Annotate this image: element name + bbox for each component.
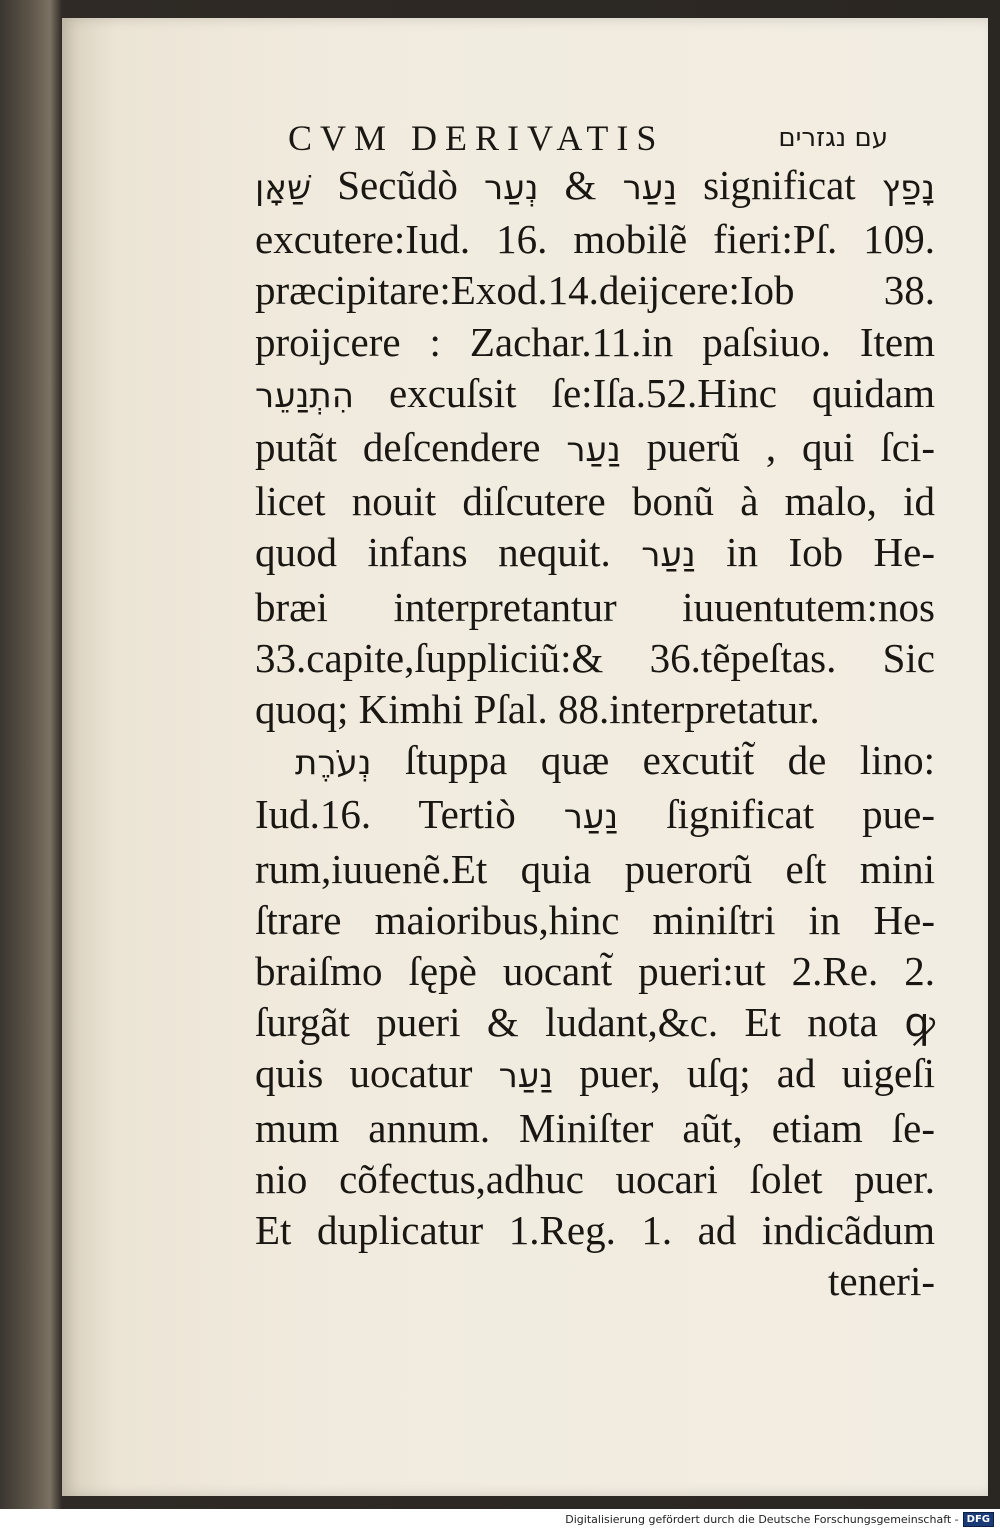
text-line: licet nouit diſcutere bonũ à malo, id [255,478,935,525]
text-line: quoq; Kimhi Pſal. 88.interpretatur. [255,686,820,733]
catchword: teneri‑ [828,1258,935,1305]
footer-text: Digitalisierung gefördert durch die Deutsche Forschungsgemeinschaft - [565,1512,959,1526]
text-line: nio cõfectus,adhuc uocari ſolet puer. [255,1155,935,1202]
dfg-logo: DFG [963,1512,994,1527]
footer-bar [0,1509,1000,1529]
text-line: ſurgãt pueri & ludant,&c. Et nota ꝙ [255,999,935,1046]
running-title: CVM DERIVATIS [288,118,665,158]
text-line: rum,iuuenẽ.Et quia puerorũ eſt mini [255,845,935,892]
text-line: ſtrare maioribus,hinc miniſtri in He‑ [255,896,935,943]
text-line: הִתְנַעֵר excuſsit ſe:Iſa.52.Hinc quidam [255,369,935,416]
running-header [288,118,888,158]
text-line: נְעֹרֶת ſtuppa quæ excutit̃ de lino: [295,737,935,784]
text-line: proĳcere : Zachar.11.in paſsiuo. Item [255,318,935,365]
text-line: præcipitare:Exod.14.deĳcere:Iob 38. [255,267,935,314]
text-line: bræi interpretantur iuuentutem:nos [255,583,935,630]
text-line: excutere:Iud. 16. mobilẽ fieri:Pſ. 109. [255,216,935,263]
text-line: שַׁאָן Secũdò נַעַר & נְעַר significat נָפַץ [255,162,935,208]
text-line: braiſmo ſępè uocant̃ pueri:ut 2.Re. 2. [255,948,935,995]
text-line: putãt deſcendere נַעַר puerũ , qui ſci‑ [255,424,935,471]
text-line: mum annum. Miniſter aũt, etiam ſe‑ [255,1104,935,1151]
text-line: quis uocatur נַעַר puer, uſq; ad uigeſi [255,1050,936,1097]
main-text [255,160,935,1307]
text-line: Et duplicatur 1.Reg. 1. ad indicãdum [255,1207,935,1254]
running-hebrew: עם נגזרים [778,123,888,153]
text-line: Iud.16. Tertiò נַעַר ſignificat pue‑ [255,791,936,838]
text-line: 33.capite,ſuppliciũ:& 36.tẽpeſtas. Sic [255,634,935,681]
text-line: quod infans nequit. נַעַר in Iob He‑ [255,529,935,576]
